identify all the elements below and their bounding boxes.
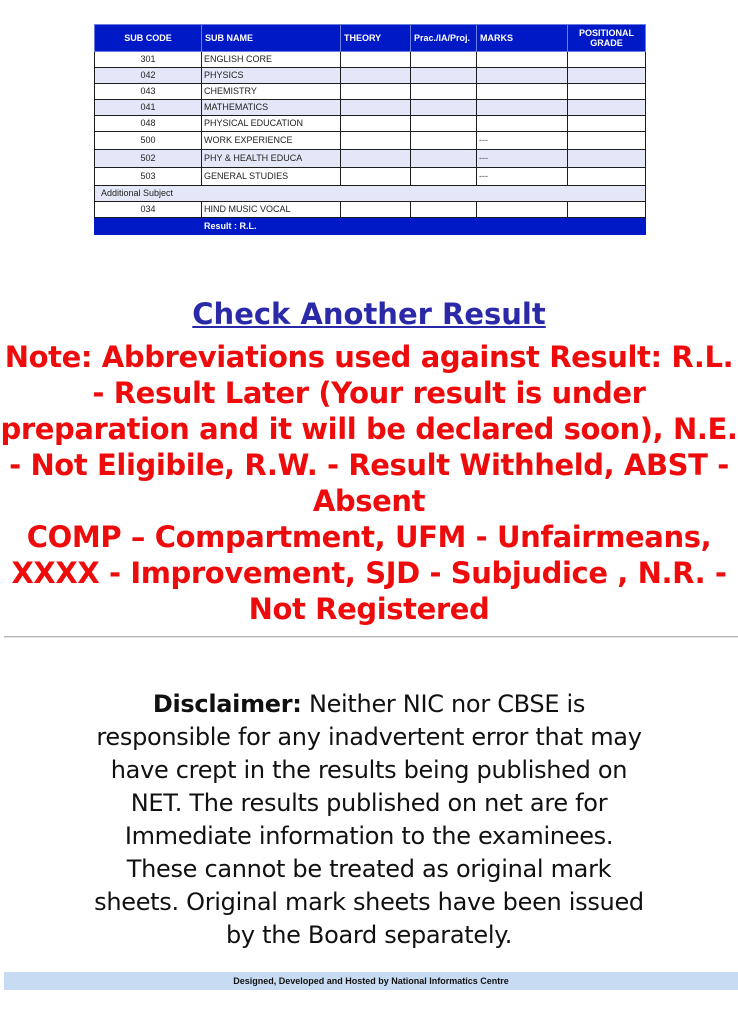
subject-name: PHYSICS: [202, 68, 341, 84]
theory-cell: [341, 116, 411, 132]
subject-name: MATHEMATICS: [202, 100, 341, 116]
subject-name: HIND MUSIC VOCAL: [202, 202, 341, 218]
theory-cell: [341, 68, 411, 84]
note-paragraph-1: Note: Abbreviations used against Result: R.L. - Result Later (Your result is under preparation and it will be declared soon), N.E. - Not Eligibile, R.W. - Result Withheld, ABST - Absent: [0, 340, 738, 518]
prac-cell: [411, 132, 477, 150]
subject-name: ENGLISH CORE: [202, 52, 341, 68]
grade-cell: [568, 100, 646, 116]
prac-cell: [411, 116, 477, 132]
theory-cell: [341, 52, 411, 68]
theory-cell: [341, 132, 411, 150]
divider: [4, 636, 738, 638]
result-row: [95, 218, 646, 235]
marks-cell: [477, 116, 568, 132]
header-positional-line1: POSITIONAL: [578, 28, 634, 38]
subject-code: 042: [95, 68, 202, 84]
table-row: [95, 150, 646, 168]
subject-name: PHYSICAL EDUCATION: [202, 116, 341, 132]
disclaimer-label: Disclaimer:: [152, 690, 302, 718]
marks-cell: ---: [477, 150, 568, 168]
theory-cell: [341, 168, 411, 186]
result-cell: [202, 218, 646, 235]
grade-cell: [568, 168, 646, 186]
grade-cell: [568, 52, 646, 68]
marks-cell: [477, 100, 568, 116]
subject-code: 301: [95, 52, 202, 68]
abbreviations-note: [0, 339, 738, 627]
theory-cell: [341, 202, 411, 218]
prac-cell: [411, 150, 477, 168]
prac-cell: [411, 52, 477, 68]
marks-cell: [477, 84, 568, 100]
grade-cell: [568, 132, 646, 150]
header-marks: MARKS: [477, 25, 568, 52]
prac-cell: [411, 168, 477, 186]
prac-cell: [411, 100, 477, 116]
subject-name: CHEMISTRY: [202, 84, 341, 100]
table-row: [95, 68, 646, 84]
subject-code: 043: [95, 84, 202, 100]
header-positional-grade: [568, 25, 646, 52]
marks-cell: ---: [477, 168, 568, 186]
footer-credit: Designed, Developed and Hosted by National Informatics Centre: [4, 972, 738, 990]
note-paragraph-2: COMP – Compartment, UFM - Unfairmeans, XXXX - Improvement, SJD - Subjudice , N.R. - Not Registered: [11, 520, 727, 626]
grade-cell: [568, 116, 646, 132]
marks-cell: ---: [477, 132, 568, 150]
disclaimer: [94, 688, 644, 952]
result-table: [94, 24, 646, 235]
additional-subject-row: [95, 186, 646, 202]
check-another-result-link[interactable]: Check Another Result: [192, 297, 546, 331]
table-header-row: [95, 25, 646, 52]
table-row: [95, 52, 646, 68]
disclaimer-text: Neither NIC nor CBSE is responsible for any inadvertent error that may have crept in the results being published on NET. The results published on net are for Immediate information to the examinees. These cannot be treated as original mark sheets. Original mark sheets have been issued by the Board separately.: [94, 690, 644, 949]
prac-cell: [411, 68, 477, 84]
table-row: [95, 84, 646, 100]
subject-name: GENERAL STUDIES: [202, 168, 341, 186]
subject-code: 048: [95, 116, 202, 132]
table-row: [95, 132, 646, 150]
marks-cell: [477, 52, 568, 68]
table-row: [95, 168, 646, 186]
result-spacer: [95, 218, 202, 235]
header-sub-name: SUB NAME: [202, 25, 341, 52]
theory-cell: [341, 150, 411, 168]
table-row: [95, 116, 646, 132]
subject-name: PHY & HEALTH EDUCA: [202, 150, 341, 168]
additional-subject-label: Additional Subject: [95, 186, 646, 202]
grade-cell: [568, 202, 646, 218]
subject-code: 502: [95, 150, 202, 168]
grade-cell: [568, 150, 646, 168]
subject-code: 500: [95, 132, 202, 150]
subject-code: 503: [95, 168, 202, 186]
grade-cell: [568, 84, 646, 100]
header-positional-line2: GRADE: [590, 38, 623, 48]
grade-cell: [568, 68, 646, 84]
subject-code: 041: [95, 100, 202, 116]
result-value: R.L.: [239, 220, 257, 231]
theory-cell: [341, 100, 411, 116]
table-row: [95, 100, 646, 116]
header-theory: THEORY: [341, 25, 411, 52]
marks-cell: [477, 202, 568, 218]
table-row: [95, 202, 646, 218]
subject-name: WORK EXPERIENCE: [202, 132, 341, 150]
prac-cell: [411, 202, 477, 218]
marks-cell: [477, 68, 568, 84]
result-label: Result :: [204, 220, 238, 231]
subject-code: 034: [95, 202, 202, 218]
theory-cell: [341, 84, 411, 100]
prac-cell: [411, 84, 477, 100]
header-prac: Prac./IA/Proj.: [411, 25, 477, 52]
header-sub-code: SUB CODE: [95, 25, 202, 52]
